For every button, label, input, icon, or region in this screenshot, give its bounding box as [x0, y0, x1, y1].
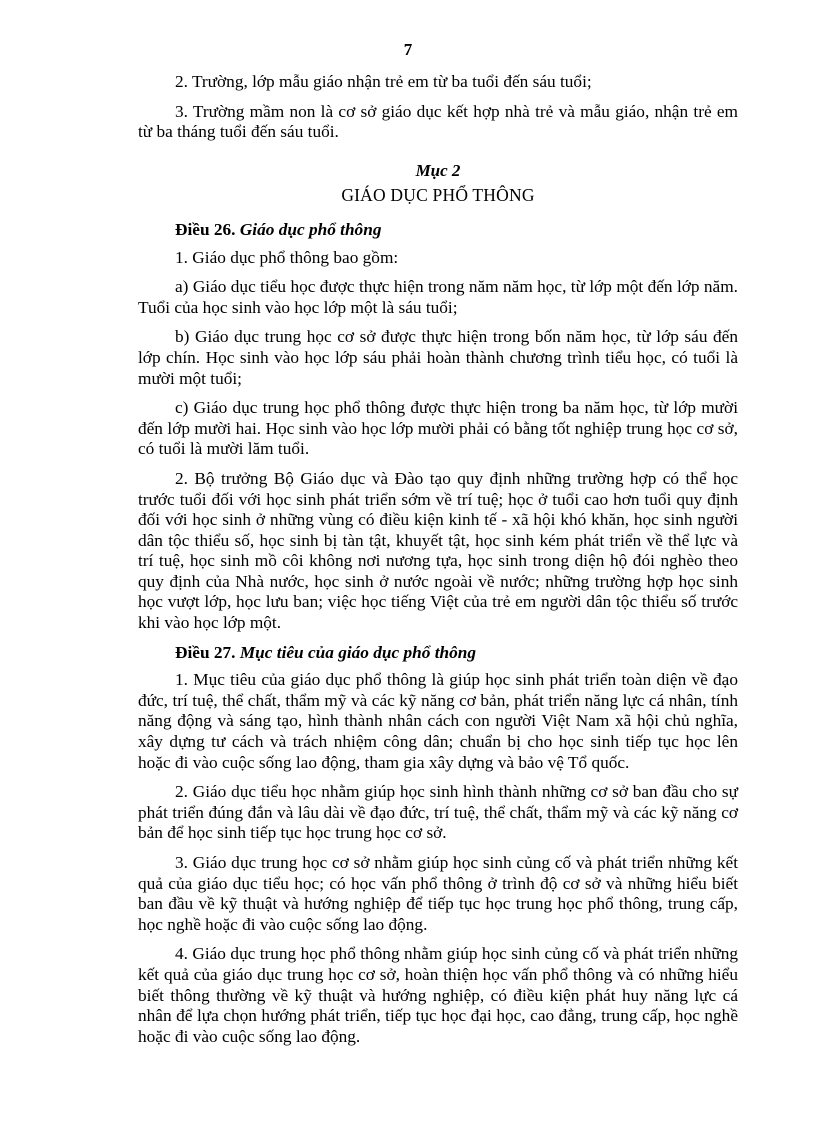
article-title: Giáo dục phổ thông: [239, 219, 382, 239]
page-number: 7: [403, 40, 413, 59]
paragraph: 2. Giáo dục tiểu học nhằm giúp học sinh hình thành những cơ sở ban đầu cho sự phát triển đúng đắn và lâu dài về đạo đức, trí tuệ, thể chất, thẩm mỹ và các kỹ năng cơ bản để học sinh tiếp tục học trung học cơ sở.: [138, 782, 738, 843]
paragraph: b) Giáo dục trung học cơ sở được thực hiện trong bốn năm học, từ lớp sáu đến lớp chín. Học sinh vào học lớp sáu phải hoàn thành chương trình tiểu học, có tuổi là mười một tuổi;: [138, 327, 738, 388]
section-label: Mục 2: [415, 160, 461, 180]
article-heading-27: [138, 643, 738, 664]
article-heading-26: [138, 220, 738, 241]
paragraph: a) Giáo dục tiểu học được thực hiện trong năm năm học, từ lớp một đến lớp năm. Tuổi của học sinh vào học lớp một là sáu tuổi;: [138, 277, 738, 317]
paragraph: 3. Trường mầm non là cơ sở giáo dục kết hợp nhà trẻ và mẫu giáo, nhận trẻ em từ ba tháng tuổi đến sáu tuổi.: [138, 101, 738, 142]
paragraph: 4. Giáo dục trung học phổ thông nhằm giúp học sinh củng cố và phát triển những kết quả của giáo dục trung học cơ sở, hoàn thiện học vấn phổ thông và có những hiểu biết thông thường về kỹ thuật và hướng nghiệp, có điều kiện phát huy năng lực cá nhân để lựa chọn hướng phát triển, tiếp tục học đại học, cao đẳng, trung cấp, học nghề hoặc đi vào cuộc sống lao động.: [138, 944, 738, 1046]
article-number: Điều 26.: [175, 219, 236, 239]
article-title: Mục tiêu của giáo dục phổ thông: [239, 642, 477, 662]
document-body: [138, 72, 738, 1056]
paragraph: 3. Giáo dục trung học cơ sở nhằm giúp học sinh củng cố và phát triển những kết quả của giáo dục tiểu học; có học vấn phổ thông ở trình độ cơ sở và những hiểu biết ban đầu về kỹ thuật và hướng nghiệp để tiếp tục học trung học phổ thông, trung cấp, học nghề hoặc đi vào cuộc sống lao động.: [138, 853, 738, 934]
section-title: GIÁO DỤC PHỔ THÔNG: [341, 185, 535, 206]
article-number: Điều 27.: [175, 642, 236, 662]
paragraph: 2. Bộ trưởng Bộ Giáo dục và Đào tạo quy định những trường hợp có thể học trước tuổi đối với học sinh phát triển sớm về trí tuệ; học ở tuổi cao hơn tuổi quy định đối với học sinh ở những vùng có điều kiện kinh tế - xã hội khó khăn, học sinh người dân tộc thiểu số, học sinh bị tàn tật, khuyết tật, học sinh kém phát triển về thể lực và trí tuệ, học sinh mồ côi không nơi nương tựa, học sinh trong diện hộ đói nghèo theo quy định của Nhà nước, học sinh ở nước ngoài về nước; những trường hợp học sinh học vượt lớp, học lưu ban; việc học tiếng Việt của trẻ em người dân tộc thiểu số trước khi vào học lớp một.: [138, 468, 738, 633]
paragraph: 1. Giáo dục phổ thông bao gồm:: [175, 247, 399, 267]
paragraph: c) Giáo dục trung học phổ thông được thực hiện trong ba năm học, từ lớp mười đến lớp mười hai. Học sinh vào học lớp mười phải có bằng tốt nghiệp trung học cơ sở, có tuổi là mười lăm tuổi.: [138, 398, 738, 459]
paragraph: 2. Trường, lớp mẫu giáo nhận trẻ em từ ba tuổi đến sáu tuổi;: [175, 72, 592, 91]
paragraph: 1. Mục tiêu của giáo dục phổ thông là giúp học sinh phát triển toàn diện về đạo đức, trí tuệ, thể chất, thẩm mỹ và các kỹ năng cơ bản, phát triển năng lực cá nhân, tính năng động và sáng tạo, hình thành nhân cách con người Việt Nam xã hội chủ nghĩa, xây dựng tư cách và trách nhiệm công dân; chuẩn bị cho học sinh tiếp tục học lên hoặc đi vào cuộc sống lao động, tham gia xây dựng và bảo vệ Tổ quốc.: [138, 670, 738, 772]
